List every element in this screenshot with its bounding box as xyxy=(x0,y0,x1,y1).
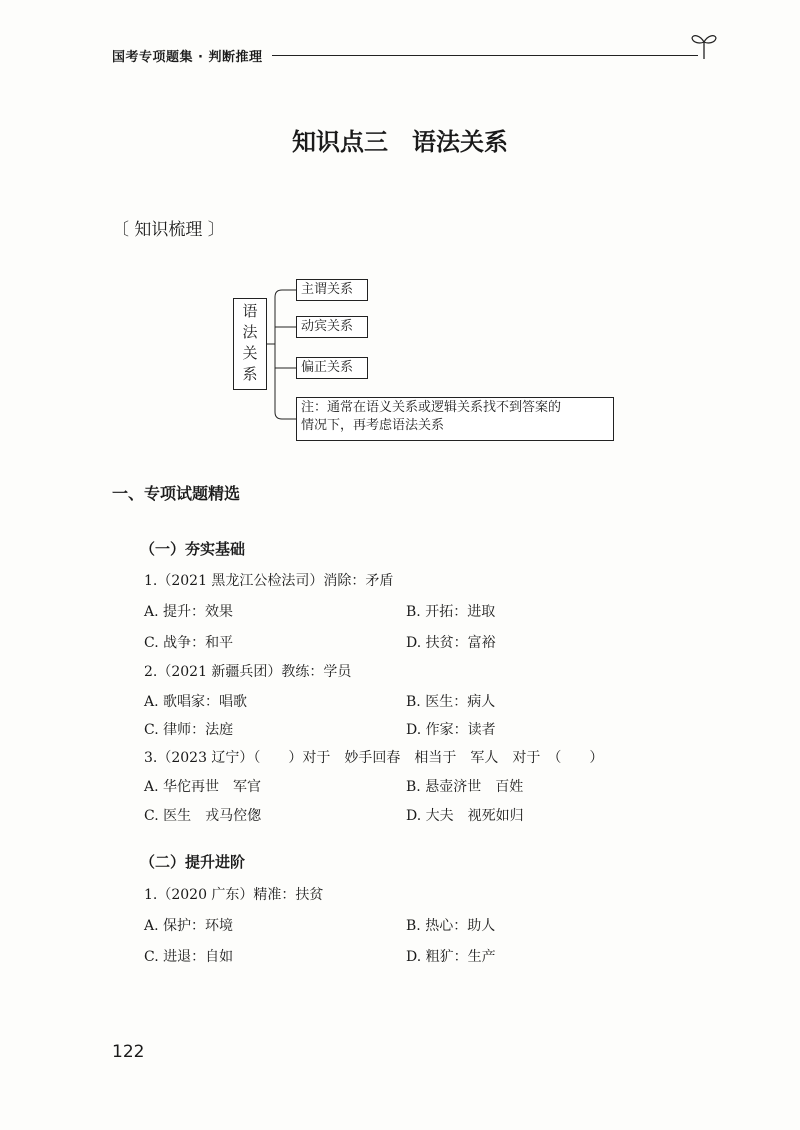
diagram-item-subject-predicate: 主谓关系 xyxy=(296,279,368,301)
running-header-title: 国考专项题集 · 判断推理 xyxy=(112,50,263,65)
option-c: C. 进退：自如 xyxy=(144,949,234,965)
diagram-note-line: 注：通常在语义关系或逻辑关系找不到答案的 xyxy=(301,400,562,415)
diagram-root-char: 关 xyxy=(242,344,258,362)
option-b: B. 热心：助人 xyxy=(406,918,496,934)
diagram-note-box xyxy=(296,397,614,441)
option-d: D. 大夫 视死如归 xyxy=(406,808,524,824)
option-a: A. 华佗再世 军官 xyxy=(144,779,262,795)
group-heading-advanced: （二）提升进阶 xyxy=(140,853,246,871)
title-part-1: 知识点三 xyxy=(292,128,388,156)
sprout-icon xyxy=(690,30,718,60)
section-heading: 一、专项试题精选 xyxy=(112,484,241,503)
question-stem: 1.（2020 广东）精准：扶贫 xyxy=(144,887,324,903)
option-a: A. 保护：环境 xyxy=(144,918,234,934)
knowledge-section-label: 〔 知识梳理 〕 xyxy=(112,220,225,240)
option-d: D. 作家：读者 xyxy=(406,722,496,738)
option-b: B. 悬壶济世 百姓 xyxy=(406,779,524,795)
option-d: D. 扶贫：富裕 xyxy=(406,635,496,651)
header-rule xyxy=(272,55,698,56)
diagram-root-char: 法 xyxy=(242,323,258,341)
option-c: C. 战争：和平 xyxy=(144,635,234,651)
option-d: D. 粗犷：生产 xyxy=(406,949,496,965)
option-b: B. 开拓：进取 xyxy=(406,604,496,620)
page-number: 122 xyxy=(112,1042,145,1062)
diagram-root-box xyxy=(233,298,267,390)
diagram-root-char: 语 xyxy=(242,302,258,320)
question-stem: 3.（2023 辽宁）（ ）对于 妙手回春 相当于 军人 对于 （ ） xyxy=(144,750,604,766)
page-title xyxy=(0,122,800,157)
option-b: B. 医生：病人 xyxy=(406,694,496,710)
question-stem: 2.（2021 新疆兵团）教练：学员 xyxy=(144,664,352,680)
group-heading-basic: （一）夯实基础 xyxy=(140,540,246,558)
option-c: C. 医生 戎马倥偬 xyxy=(144,808,262,824)
diagram-item-modifier: 偏正关系 xyxy=(296,357,368,379)
diagram-item-verb-object: 动宾关系 xyxy=(296,316,368,338)
title-part-2: 语法关系 xyxy=(412,128,508,156)
diagram-root-char: 系 xyxy=(242,365,258,383)
option-c: C. 律师：法庭 xyxy=(144,722,234,738)
option-a: A. 提升：效果 xyxy=(144,604,234,620)
option-a: A. 歌唱家：唱歌 xyxy=(144,694,248,710)
question-stem: 1.（2021 黑龙江公检法司）消除：矛盾 xyxy=(144,573,394,589)
diagram-note-line: 情况下，再考虑语法关系 xyxy=(301,418,445,433)
